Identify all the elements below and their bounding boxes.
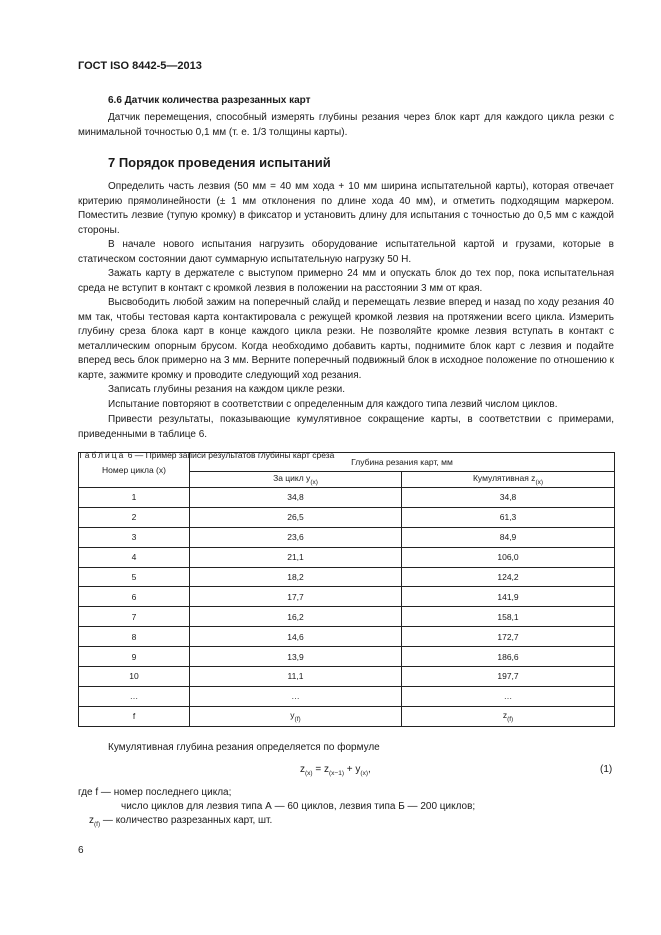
cell-per-cycle: 14,6 [190,627,402,647]
table-caption-text: 6 — Пример записи результатов глубины карт среза [127,450,335,460]
cell-per-cycle: 34,8 [190,488,402,508]
header-cycle: Номер цикла (x) [79,453,190,488]
table-caption-label: Таблица [78,450,126,460]
cell-cycle: 8 [79,627,190,647]
cell-per-cycle: 16,2 [190,607,402,627]
legend-z-sub: (f) [94,821,101,828]
cell-per-cycle: 21,1 [190,547,402,567]
paragraph: Записать глубины резания на каждом цикле резки. [108,384,346,395]
cell-cycle: … [79,686,190,706]
cell-cumulative: 158,1 [402,607,615,627]
table-row [79,587,615,607]
header-cumulative-label: Кумулятивная z [472,473,536,483]
cell-cumulative: 84,9 [402,527,615,547]
cell-per-cycle: 17,7 [190,587,402,607]
cell-cumulative [402,706,615,726]
header-per-cycle [190,472,402,488]
legend-where: где f — номер последнего цикла; [78,787,232,798]
cell-cycle: 4 [79,547,190,567]
legend-line3-text: — количество разрезанных карт, шт. [100,815,273,826]
paragraph: В начале нового испытания нагрузить оборудование испытательной картой и грузами, которые в статическом состоянии дают суммарную испытательную нагрузку 50 Н. [78,239,614,265]
legend-line2: число циклов для лезвия типа А — 60 циклов, лезвия типа Б — 200 циклов; [121,801,476,812]
table-row [79,686,615,706]
cell-cumulative-label: z [502,709,508,720]
cell-cumulative: 34,8 [402,488,615,508]
cell-cumulative: 197,7 [402,667,615,687]
table-row [79,527,615,547]
formula [300,764,371,777]
cell-cycle: 10 [79,667,190,687]
formula-z: z [300,764,305,775]
results-table [78,452,615,727]
table-row [79,547,615,567]
document-header: ГОСТ ISO 8442-5—2013 [78,60,202,72]
legend-line3 [89,815,272,828]
cell-cycle: f [79,706,190,726]
formula-y-sub: (x) [360,770,368,777]
cell-cumulative: … [402,686,615,706]
cell-per-cycle: 13,9 [190,647,402,667]
cell-cycle: 3 [79,527,190,547]
formula-intro: Кумулятивная глубина резания определяется по формуле [108,742,380,753]
cell-cycle: 2 [79,507,190,527]
formula-z-sub: (x) [305,770,313,777]
header-per-cycle-label: За цикл y [273,473,311,483]
paragraph: Определить часть лезвия (50 мм = 40 мм хода + 10 мм ширина испытательной карты), которая отвечает критерию прямолинейности (± 1 мм отклонения по длине хода 40 мм), и отметить подходящим маркером. Поместить лезвие (тупую кромку) в фиксатор и установить длину для испытания с точностью до 0,5 мм с каждой стороны. [78,181,614,236]
table-row [79,567,615,587]
formula-eq: = z [312,764,329,775]
table-body [79,488,615,727]
header-depth-group: Глубина резания карт, мм [190,453,615,472]
formula-end: , [368,764,371,775]
section-6-6-text: Датчик перемещения, способный измерять глубины резания через блок карт для каждого цикла резки с минимальной точностью 0,1 мм (т. е. 1/3 толщины карты). [78,112,614,138]
cell-per-cycle-label: y [290,709,295,720]
table-row [79,647,615,667]
table-row [79,507,615,527]
section-6-6-title: 6.6 Датчик количества разрезанных карт [108,95,311,106]
header-cumulative-sub: (x) [535,479,544,486]
paragraph: Испытание повторяют в соответствии с определенным для каждого типа лезвий числом циклов. [108,399,558,410]
cell-cycle: 1 [79,488,190,508]
cell-per-cycle: 26,5 [190,507,402,527]
page-number: 6 [78,845,84,856]
formula-z2-sub: (x−1) [329,770,344,777]
legend-z: z [89,815,94,826]
cell-per-cycle [190,706,402,726]
table-row-last [79,706,615,726]
cell-cycle: 6 [79,587,190,607]
cell-cumulative: 172,7 [402,627,615,647]
header-per-cycle-sub: (x) [310,479,318,486]
cell-cycle: 7 [79,607,190,627]
table-row [79,667,615,687]
cell-cycle: 9 [79,647,190,667]
header-cumulative [402,472,615,488]
table-row [79,627,615,647]
paragraph: Зажать карту в держателе с выступом примерно 24 мм и опускать блок до тех пор, пока испытательная среда не вступит в контакт с кромкой лезвия в положении на расстоянии 3 мм от края. [78,268,614,294]
table-row [79,607,615,627]
formula-number: (1) [600,764,613,775]
paragraph: Высвободить любой зажим на поперечный слайд и перемещать лезвие вперед и назад по ходу резания 40 мм так, чтобы тестовая карта контактировала с режущей кромкой лезвия на протяжении всего цикла. Измерить глубину среза блока карт в конце каждого цикла резки. Не позволяйте кромке лезвия вступать в контакт с металлическим опорным брусом. Когда необходимо добавить карты, поднимите блок карт с лезвия и подайте вперед весь блок примерно на 3 мм. Верните поперечный подвижный блок в исходное положение по отношению к карте, зажмите кромку и проводите следующий ход резания. [78,297,614,381]
table-row [79,488,615,508]
cell-cumulative: 61,3 [402,507,615,527]
cell-per-cycle: … [190,686,402,706]
cell-per-cycle-sub: (f) [294,715,301,723]
paragraph: Привести результаты, показывающие кумулятивное сокращение карты, в соответствии с примерами, приведенными в таблице 6. [78,414,614,440]
formula-plus: + y [344,764,361,775]
cell-cumulative: 141,9 [402,587,615,607]
cell-per-cycle: 18,2 [190,567,402,587]
cell-cumulative: 106,0 [402,547,615,567]
cell-cumulative: 124,2 [402,567,615,587]
cell-cumulative-sub: (f) [507,715,514,723]
section-7-title: 7 Порядок проведения испытаний [108,155,331,170]
cell-per-cycle: 23,6 [190,527,402,547]
cell-cycle: 5 [79,567,190,587]
cell-per-cycle: 11,1 [190,667,402,687]
cell-cumulative: 186,6 [402,647,615,667]
